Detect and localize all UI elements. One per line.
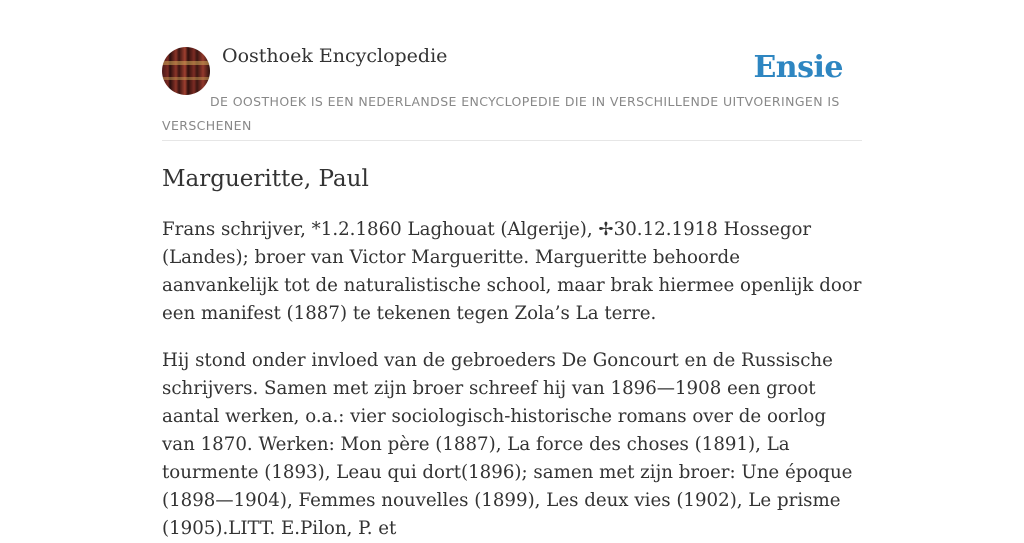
ensie-logo-link[interactable]: Ensie [753,50,843,85]
article-paragraph-1: Frans schrijver, *1.2.1860 Laghouat (Algerije), ✢30.12.1918 Hossegor (Landes); broer van Victor Margueritte. Margueritte behoorde aanvankelijk tot de naturalistische school, maar brak hiermee openlijk door een manifest (1887) te tekenen tegen Zola’s La terre. [162,219,862,324]
page-container [162,0,862,543]
site-avatar-books-image[interactable] [162,47,210,95]
site-header [162,0,862,141]
site-name-link[interactable]: Oosthoek Encyclopedie [222,45,448,67]
article-paragraph-2: Hij stond onder invloed van de gebroeders De Goncourt en de Russische schrijvers. Samen met zijn broer schreef hij van 1896—1908 een groot aantal werken, o.a.: vier sociologisch-historische romans over de oorlog van 1870. Werken: Mon père (1887), La force des choses (1891), La tourmente (1893), Leau qui dort(1896); samen met zijn broer: Une époque (1898—1904), Femmes nouvelles (1899), Les deux vies (1902), Le prisme (1905).LITT. E.Pilon, P. et [162,350,853,539]
article-title: Margueritte, Paul [162,166,369,192]
site-tagline: DE OOSTHOEK IS EEN NEDERLANDSE ENCYCLOPEDIE DIE IN VERSCHILLENDE UITVOERINGEN IS VERSCHENEN [162,94,840,133]
article [162,141,862,543]
